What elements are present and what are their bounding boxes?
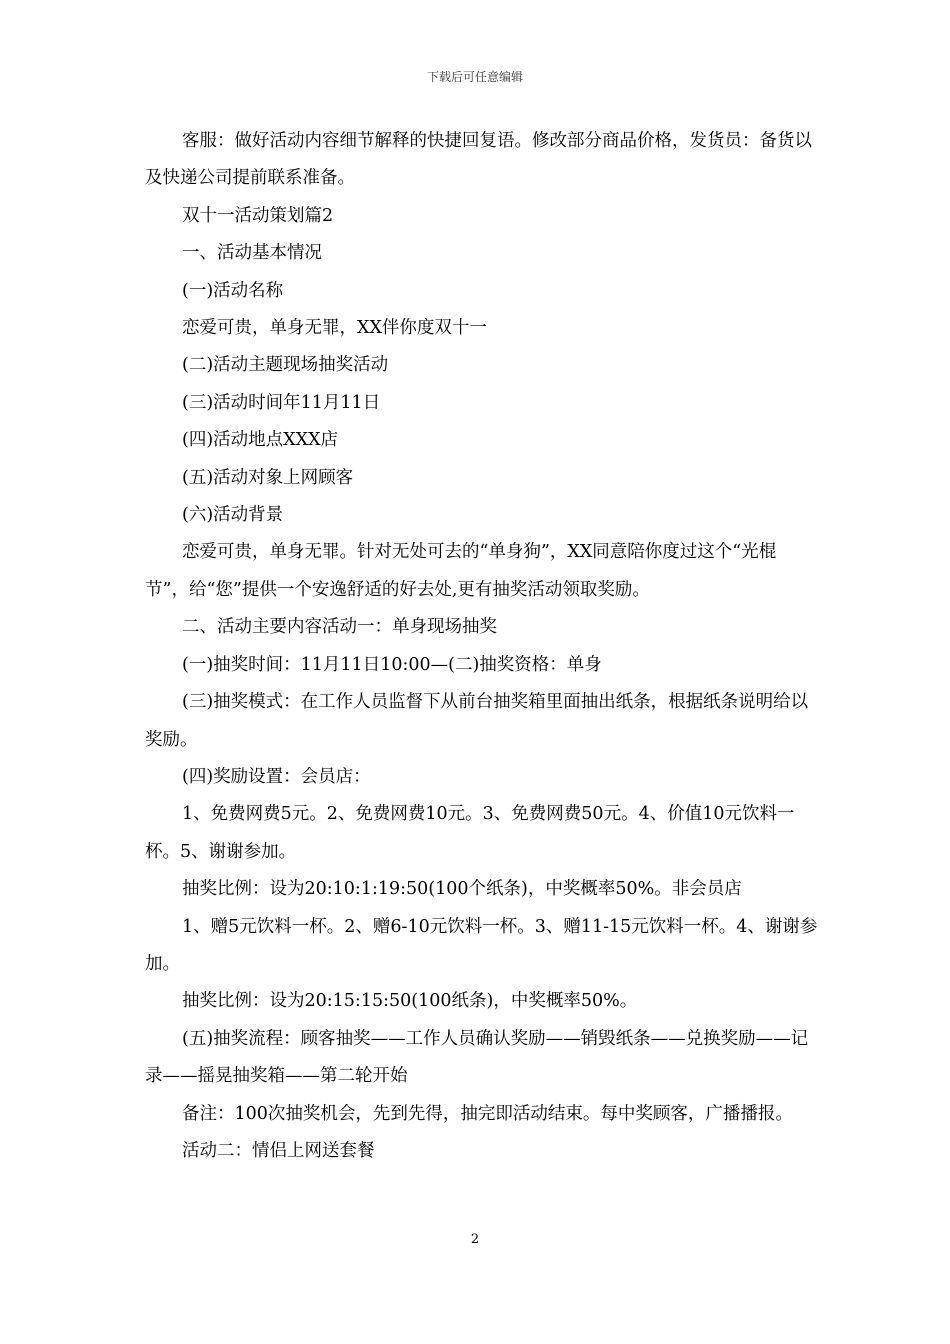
subheading-activity-time: (三)活动时间年11月11日	[182, 392, 381, 413]
paragraph-lottery-process: (五)抽奖流程：顾客抽奖——工作人员确认奖励——销毁纸条——兑换奖励——记录——摇晃抽奖箱——第二轮开始	[145, 1028, 809, 1087]
heading-main-content: 二、活动主要内容活动一：单身现场抽奖	[182, 617, 497, 638]
paragraph-lottery-time: (一)抽奖时间：11月11日10:00—(二)抽奖资格：单身	[182, 654, 602, 675]
paragraph-member-ratio: 抽奖比例：设为20:10:1:19:50(100个纸条)，中奖概率50%。非会员店	[182, 879, 742, 900]
subheading-activity-location: (四)活动地点XXX店	[182, 430, 339, 451]
paragraph-remark: 备注：100次抽奖机会，先到先得，抽完即活动结束。每中奖顾客，广播播报。	[182, 1103, 793, 1124]
paragraph-nonmember-rewards: 1、赠5元饮料一杯。2、赠6-10元饮料一杯。3、赠11-15元饮料一杯。4、谢谢参加。	[145, 916, 818, 974]
paragraph-reward-setup: (四)奖励设置：会员店：	[182, 766, 371, 787]
subheading-activity-background: (六)活动背景	[182, 505, 284, 526]
paragraph-lottery-mode: (三)抽奖模式：在工作人员监督下从前台抽奖箱里面抽出纸条，根据纸条说明给以奖励。	[145, 692, 809, 750]
paragraph-background: 恋爱可贵，单身无罪。针对无处可去的“单身狗”，XX同意陪你度过这个“光棍节”，给“您”提供一个安逸舒适的好去处,更有抽奖活动领取奖励。	[145, 542, 777, 600]
paragraph-activity-name: 恋爱可贵，单身无罪，XX伴你度双十一	[182, 318, 487, 339]
subheading-activity-target: (五)活动对象上网顾客	[182, 467, 354, 488]
paragraph-customer-service: 客服：做好活动内容细节解释的快捷回复语。修改部分商品价格，发货员：备货以及快递公司提前联系准备。	[145, 131, 812, 189]
page-header-note: 下载后可任意编辑	[426, 70, 523, 84]
section-title: 双十一活动策划篇2	[182, 205, 334, 226]
paragraph-activity-two: 活动二：情侣上网送套餐	[182, 1140, 375, 1161]
paragraph-member-rewards: 1、免费网费5元。2、免费网费10元。3、免费网费50元。4、价值10元饮料一杯。5、谢谢参加。	[145, 804, 795, 862]
page-number: 2	[470, 1232, 480, 1247]
document-body	[145, 123, 820, 1170]
subheading-activity-name: (一)活动名称	[182, 280, 284, 301]
subheading-activity-theme: (二)活动主题现场抽奖活动	[182, 355, 389, 376]
paragraph-nonmember-ratio: 抽奖比例：设为20:15:15:50(100纸条)，中奖概率50%。	[182, 991, 638, 1012]
heading-basic-info: 一、活动基本情况	[182, 243, 322, 264]
